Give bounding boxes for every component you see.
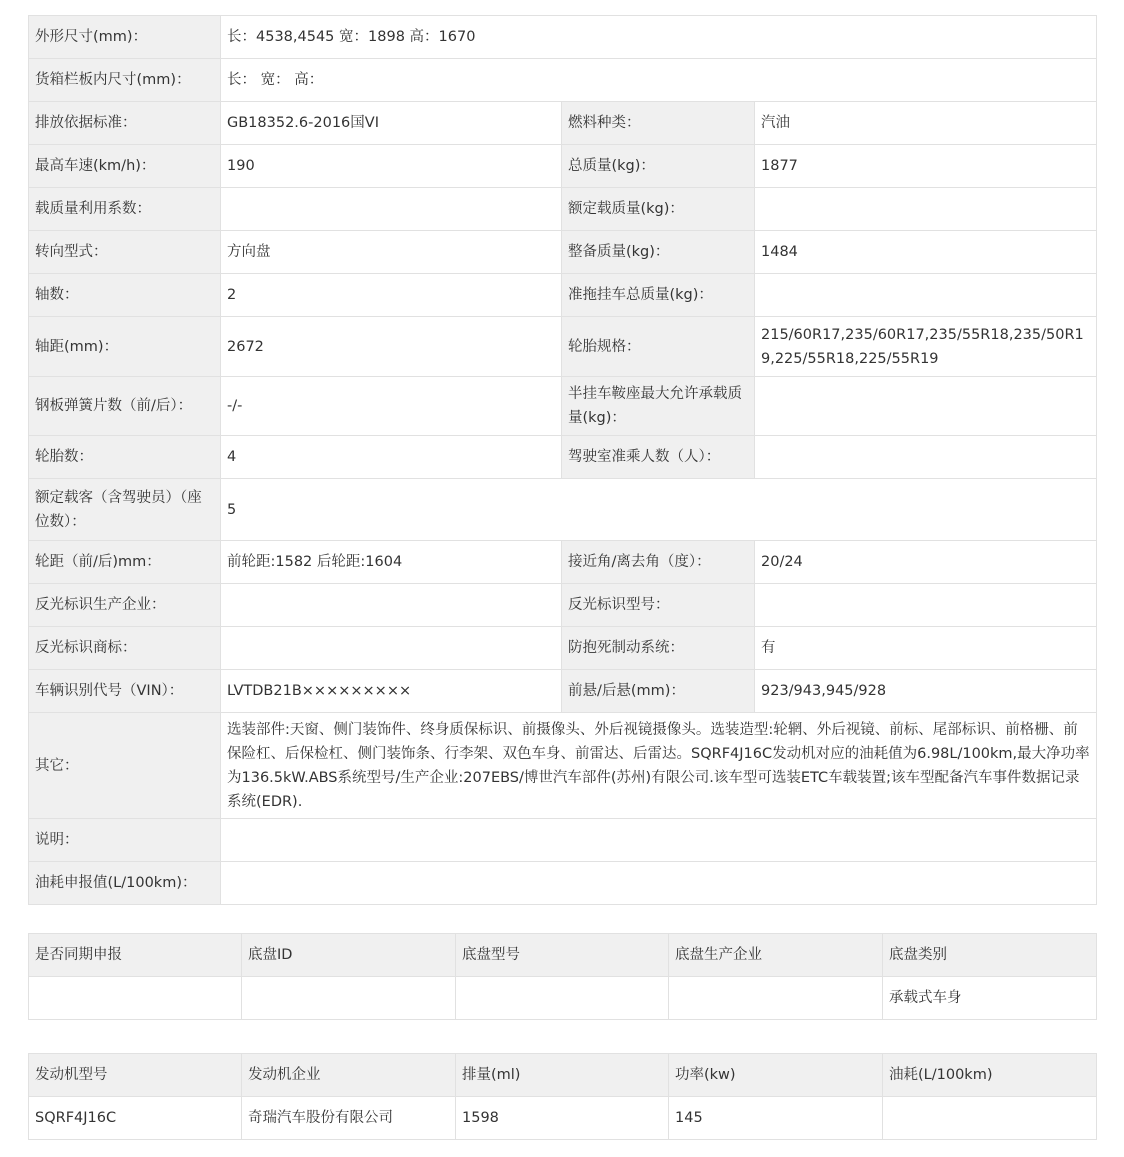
fuel-declared-label: 油耗申报值(L/100km)：	[29, 862, 221, 905]
fuel-type-value: 汽油	[755, 102, 1097, 145]
saddle-load-label: 半挂车鞍座最大允许承载质量(kg)：	[562, 377, 755, 436]
tire-spec-label: 轮胎规格：	[562, 317, 755, 377]
angles-value: 20/24	[755, 541, 1097, 584]
reflector-model-value	[755, 584, 1097, 627]
cab-seats-value	[755, 436, 1097, 479]
overhang-label: 前悬/后悬(mm)：	[562, 670, 755, 713]
fuel-type-label: 燃料种类：	[562, 102, 755, 145]
chassis-header-id: 底盘ID	[242, 934, 456, 977]
abs-value: 有	[755, 627, 1097, 670]
chassis-cell-type: 承载式车身	[883, 977, 1097, 1020]
tire-count-label: 轮胎数：	[29, 436, 221, 479]
gross-mass-value: 1877	[755, 145, 1097, 188]
engine-cell-maker: 奇瑞汽车股份有限公司	[242, 1097, 456, 1140]
cargo-box-value: 长： 宽： 高：	[221, 59, 1097, 102]
max-speed-value: 190	[221, 145, 562, 188]
curb-mass-label: 整备质量(kg)：	[562, 231, 755, 274]
steering-value: 方向盘	[221, 231, 562, 274]
reflector-maker-value	[221, 584, 562, 627]
engine-header-power: 功率(kw)	[669, 1054, 883, 1097]
trailer-mass-value	[755, 274, 1097, 317]
reflector-brand-label: 反光标识商标：	[29, 627, 221, 670]
curb-mass-value: 1484	[755, 231, 1097, 274]
angles-label: 接近角/离去角（度）：	[562, 541, 755, 584]
dimensions-value: 长：4538,4545 宽：1898 高：1670	[221, 16, 1097, 59]
reflector-model-label: 反光标识型号：	[562, 584, 755, 627]
cargo-box-label: 货箱栏板内尺寸(mm)：	[29, 59, 221, 102]
track-label: 轮距（前/后)mm：	[29, 541, 221, 584]
tire-spec-value: 215/60R17,235/60R17,235/55R18,235/50R19,225/55R18,225/55R19	[755, 317, 1097, 377]
fuel-declared-value	[221, 862, 1097, 905]
engine-table	[28, 1053, 1097, 1140]
emission-std-value: GB18352.6-2016国VI	[221, 102, 562, 145]
vehicle-spec-table	[28, 15, 1097, 905]
engine-header-displacement: 排量(ml)	[456, 1054, 669, 1097]
gross-mass-label: 总质量(kg)：	[562, 145, 755, 188]
rated-load-label: 额定载质量(kg)：	[562, 188, 755, 231]
engine-header-maker: 发动机企业	[242, 1054, 456, 1097]
chassis-header-same-period: 是否同期申报	[29, 934, 242, 977]
axles-value: 2	[221, 274, 562, 317]
chassis-cell-model	[456, 977, 669, 1020]
leaf-spring-label: 钢板弹簧片数（前/后）：	[29, 377, 221, 436]
tire-count-value: 4	[221, 436, 562, 479]
dimensions-label: 外形尺寸(mm)：	[29, 16, 221, 59]
passengers-label: 额定载客（含驾驶员）（座位数）：	[29, 479, 221, 541]
note-label: 说明：	[29, 819, 221, 862]
max-speed-label: 最高车速(km/h)：	[29, 145, 221, 188]
chassis-header-type: 底盘类别	[883, 934, 1097, 977]
engine-cell-power: 145	[669, 1097, 883, 1140]
reflector-brand-value	[221, 627, 562, 670]
rated-load-value	[755, 188, 1097, 231]
axles-label: 轴数：	[29, 274, 221, 317]
wheelbase-value: 2672	[221, 317, 562, 377]
emission-std-label: 排放依据标准：	[29, 102, 221, 145]
chassis-cell-same-period	[29, 977, 242, 1020]
leaf-spring-value: -/-	[221, 377, 562, 436]
engine-header-model: 发动机型号	[29, 1054, 242, 1097]
engine-header-fuel: 油耗(L/100km)	[883, 1054, 1097, 1097]
load-coef-value	[221, 188, 562, 231]
chassis-cell-id	[242, 977, 456, 1020]
chassis-cell-maker	[669, 977, 883, 1020]
chassis-header-model: 底盘型号	[456, 934, 669, 977]
other-label: 其它：	[29, 713, 221, 819]
chassis-table	[28, 933, 1097, 1020]
engine-cell-model: SQRF4J16C	[29, 1097, 242, 1140]
load-coef-label: 载质量利用系数：	[29, 188, 221, 231]
track-value: 前轮距:1582 后轮距:1604	[221, 541, 562, 584]
saddle-load-value	[755, 377, 1097, 436]
overhang-value: 923/943,945/928	[755, 670, 1097, 713]
other-value: 选装部件:天窗、侧门装饰件、终身质保标识、前摄像头、外后视镜摄像头。选装造型:轮辋、外后视镜、前标、尾部标识、前格栅、前保险杠、后保检杠、侧门装饰条、行李架、双色车身、前雷达、后雷达。SQRF4J16C发动机对应的油耗值为6.98L/100km,最大净功率为136.5kW.ABS系统型号/生产企业:207EBS/博世汽车部件(苏州)有限公司.该车型可选装ETC车载装置;该车型配备汽车事件数据记录系统(EDR).	[221, 713, 1097, 819]
vin-label: 车辆识别代号（VIN）：	[29, 670, 221, 713]
abs-label: 防抱死制动系统：	[562, 627, 755, 670]
engine-cell-displacement: 1598	[456, 1097, 669, 1140]
passengers-value: 5	[221, 479, 1097, 541]
vin-value: LVTDB21B×××××××××	[221, 670, 562, 713]
engine-cell-fuel	[883, 1097, 1097, 1140]
reflector-maker-label: 反光标识生产企业：	[29, 584, 221, 627]
chassis-header-maker: 底盘生产企业	[669, 934, 883, 977]
steering-label: 转向型式：	[29, 231, 221, 274]
wheelbase-label: 轴距(mm)：	[29, 317, 221, 377]
trailer-mass-label: 准拖挂车总质量(kg)：	[562, 274, 755, 317]
note-value	[221, 819, 1097, 862]
cab-seats-label: 驾驶室准乘人数（人）：	[562, 436, 755, 479]
